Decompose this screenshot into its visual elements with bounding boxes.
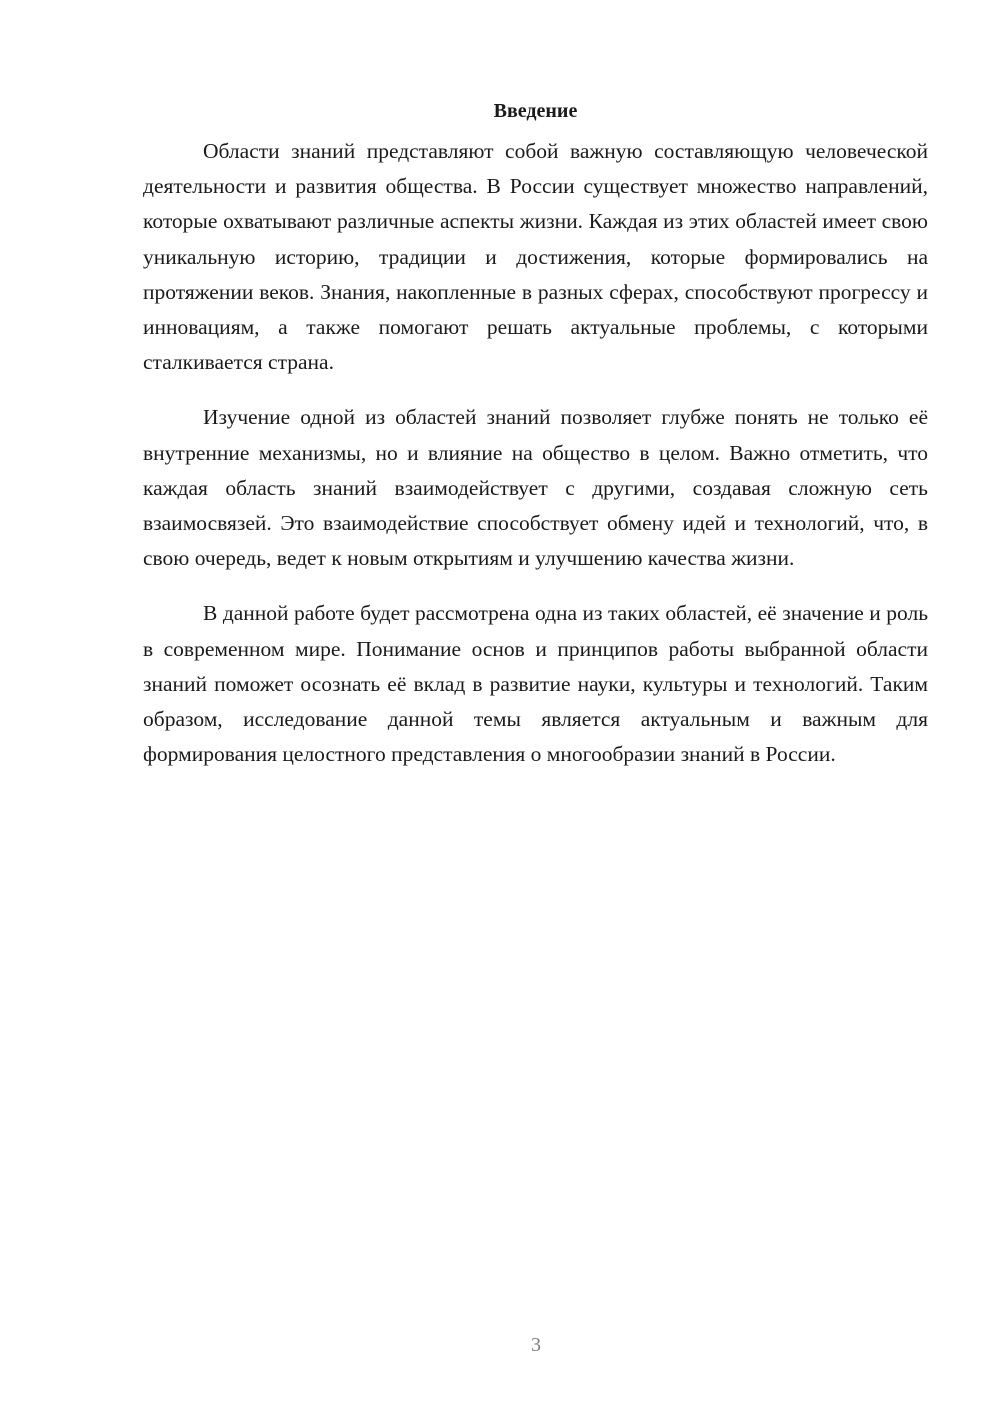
paragraph-2: Изучение одной из областей знаний позволяет глубже понять не только её внутренние механизмы, но и влияние на общество в целом. Важно отметить, что каждая область знаний взаимодействует с другими, создавая сложную сеть взаимосвязей. Это взаимодействие способствует обмену идей и технологий, что, в свою очередь, ведет к новым открытиям и улучшению качества жизни. [143,405,928,571]
page-title: Введение [493,100,578,122]
page-number: 3 [531,1334,541,1356]
paragraph-1: Области знаний представляют собой важную составляющую человеческой деятельности и развития общества. В России существует множество направлений, которые охватывают различные аспекты жизни. Каждая из этих областей имеет свою уникальную историю, традиции и достижения, которые формировались на протяжении веков. Знания, накопленные в разных сферах, способствуют прогрессу и инновациям, а также помогают решать актуальные проблемы, с которыми сталкивается страна. [143,139,928,375]
paragraph-3: В данной работе будет рассмотрена одна из таких областей, её значение и роль в современном мире. Понимание основ и принципов работы выбранной области знаний поможет осознать её вклад в развитие науки, культуры и технологий. Таким образом, исследование данной темы является актуальным и важным для формирования целостного представления о многообразии знаний в России. [143,601,928,767]
document-body [143,94,928,792]
